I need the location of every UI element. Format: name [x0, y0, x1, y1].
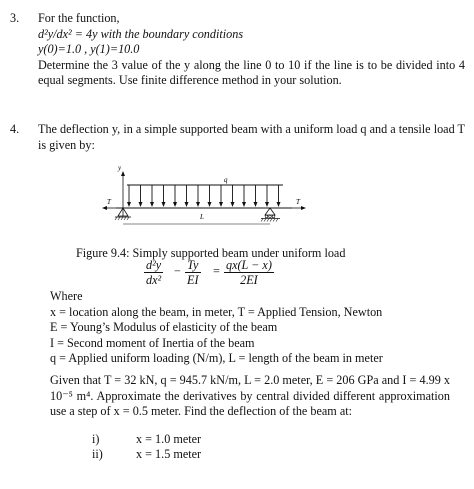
definition-I: I = Second moment of Inertia of the beam [50, 335, 255, 350]
term3-denominator: 2EI [240, 273, 258, 287]
evaluation-points [92, 432, 292, 464]
where-label: Where [50, 289, 83, 303]
load-arrowhead [185, 202, 189, 207]
term2-numerator: Ty [185, 258, 201, 273]
equals-sign: = [213, 264, 220, 278]
term-load [224, 258, 274, 287]
length-label: L [200, 213, 204, 221]
beam-diagram [100, 160, 310, 232]
roller-wheel [272, 215, 275, 218]
load-arrowhead [242, 202, 246, 207]
load-arrowhead [139, 202, 143, 207]
beam-figure [100, 160, 310, 232]
term3-numerator: qx(L − x) [226, 258, 272, 272]
term1-denominator: dx² [146, 273, 162, 287]
term2-denominator: EI [187, 273, 199, 287]
y-axis-arrowhead [121, 171, 125, 176]
load-arrowhead [127, 202, 131, 207]
deflection-equation [144, 258, 344, 292]
question-4-number: 4. [10, 122, 20, 136]
load-label: q [224, 176, 228, 184]
item-1-value: x = 1.0 meter [136, 432, 202, 446]
tension-right-arrowhead [301, 206, 306, 210]
tension-right-label: T [296, 198, 300, 206]
question-3-line-1: For the function, [38, 11, 120, 25]
question-3-ode: d²y/dx² = 4y with the boundary conditions [38, 26, 244, 41]
load-arrowhead [208, 202, 212, 207]
term1-numerator: d²y [146, 258, 162, 272]
tension-left-label: T [107, 198, 111, 206]
figure-caption: Figure 9.4: Simply supported beam under uniform load [76, 246, 346, 260]
right-roller-support [265, 208, 275, 215]
definition-q: q = Applied uniform loading (N/m), L = length of the beam in meter [50, 351, 383, 365]
question-3-instructions: Determine the 3 value of the y along the line 0 to 10 if the line is to be divided into 4 equal segments. Use finite difference method in your solution. [38, 57, 465, 87]
tension-left-arrowhead [102, 206, 107, 210]
definition-E: E = Young’s Modulus of elasticity of the beam [50, 320, 278, 334]
y-axis-label: y [118, 164, 122, 172]
roller-wheel [265, 215, 268, 218]
uniform-load-arrows [127, 185, 281, 207]
given-paragraph: Given that T = 32 kN, q = 945.7 kN/m, L = 2.0 meter, E = 206 GPa and I = 4.99 x 10⁻⁵ m⁴. Approximate the derivatives by central divided different approximation use a step of x = 0.5 meter. Find the deflection of the beam at: [50, 373, 450, 418]
roller-wheel [269, 215, 272, 218]
load-arrowhead [231, 202, 235, 207]
load-arrowhead [265, 202, 269, 207]
item-2-label: ii) [92, 447, 103, 461]
load-arrowhead [196, 202, 200, 207]
x-label: x [174, 201, 177, 207]
question-4-intro: The deflection y, in a simple supported beam with a uniform load q and a tensile load T is given by: [38, 122, 465, 152]
load-arrowhead [162, 202, 166, 207]
term-tension [185, 258, 201, 287]
term-second-derivative [144, 258, 163, 287]
item-1-label: i) [92, 432, 100, 446]
right-ground-hatch [261, 219, 278, 222]
definition-x: x = location along the beam, in meter, T = Applied Tension, Newton [50, 304, 383, 319]
load-arrowhead [150, 202, 154, 207]
question-3 [10, 11, 465, 106]
load-arrowhead [219, 202, 223, 207]
left-ground-hatch [115, 217, 129, 220]
definitions-block [50, 289, 465, 367]
load-arrowhead [254, 202, 258, 207]
question-4-intro-wrap [38, 122, 465, 153]
question-3-body [38, 11, 465, 89]
item-2-value: x = 1.5 meter [136, 447, 202, 461]
minus-sign: − [174, 264, 181, 278]
question-3-number: 3. [10, 11, 20, 25]
load-arrowhead [277, 202, 281, 207]
question-3-boundary-conditions: y(0)=1.0 , y(1)=10.0 [38, 42, 140, 56]
